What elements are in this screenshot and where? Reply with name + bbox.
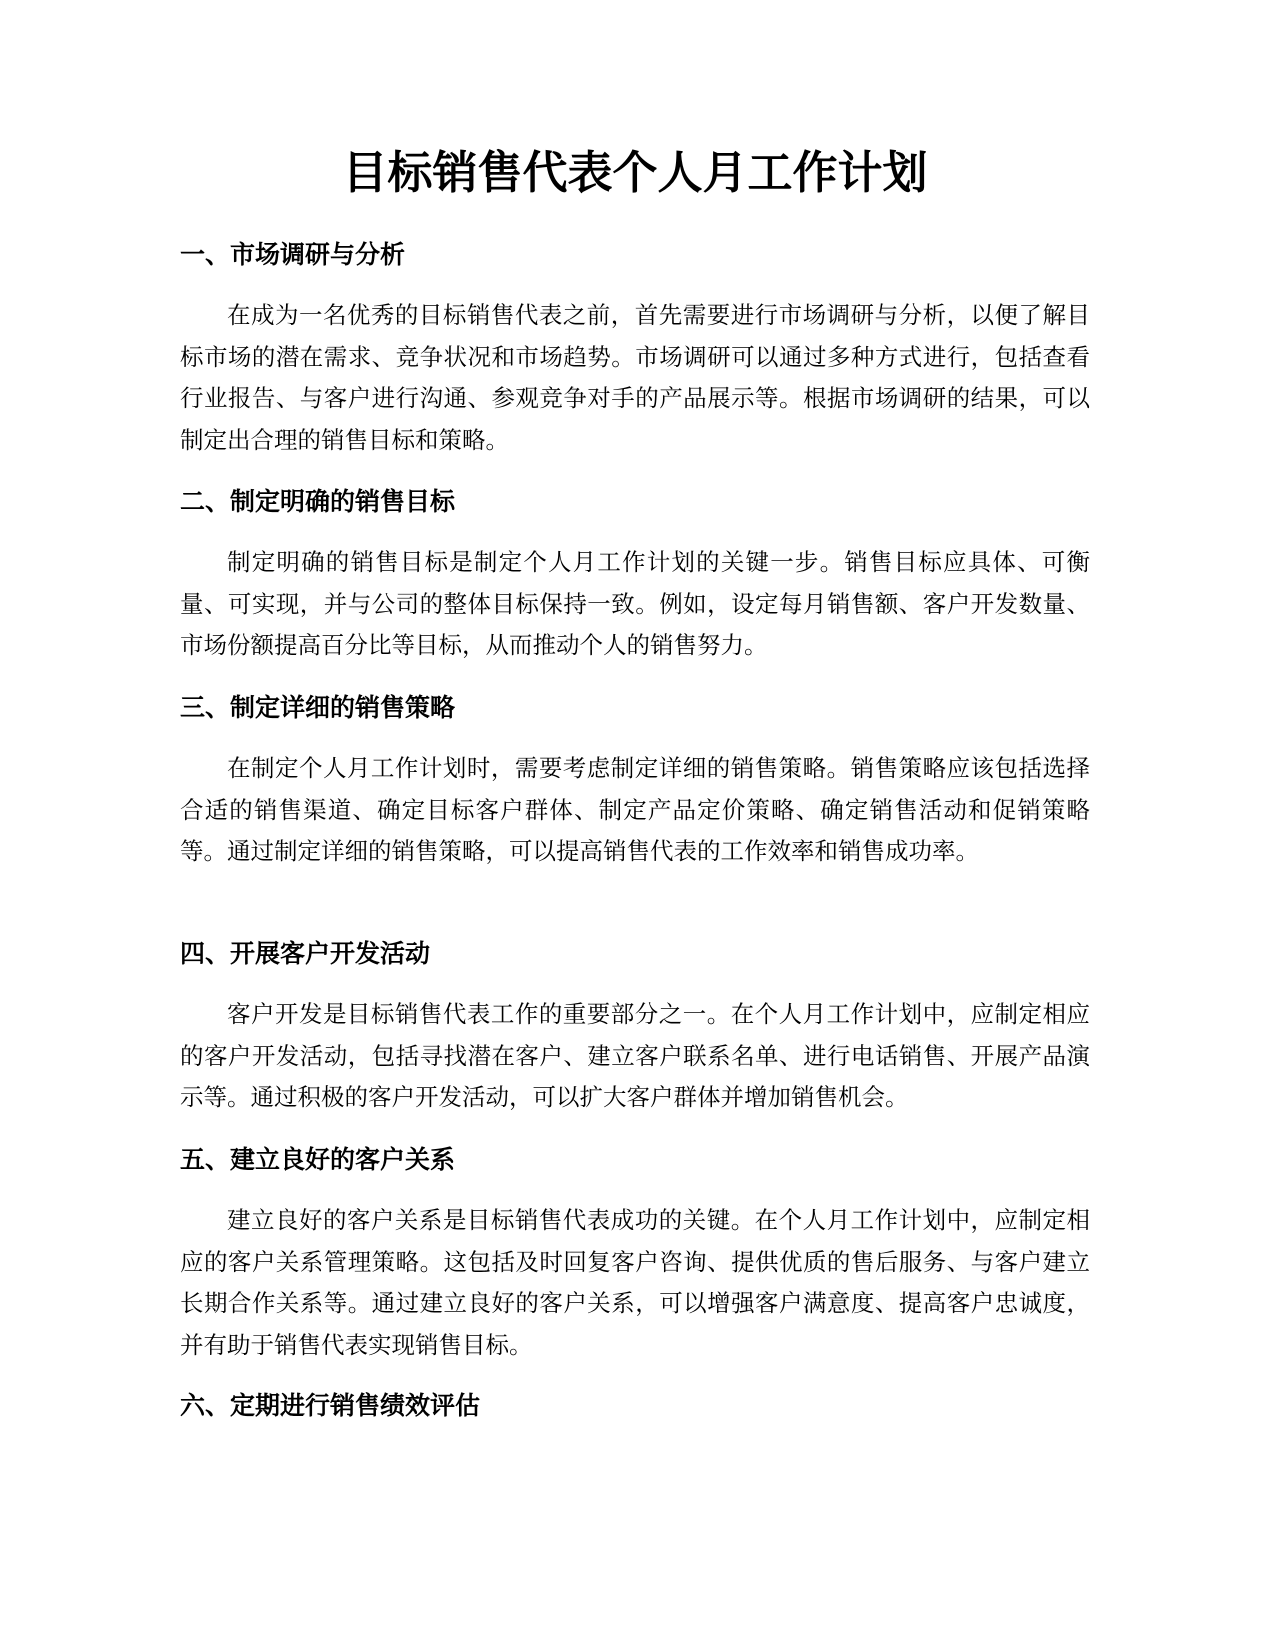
section-sales-strategy [180, 690, 1090, 873]
section-heading: 四、开展客户开发活动 [180, 939, 431, 968]
section-heading: 五、建立良好的客户关系 [180, 1145, 456, 1174]
section-customer-development [180, 936, 1090, 1119]
section-paragraph: 制定明确的销售目标是制定个人月工作计划的关键一步。销售目标应具体、可衡量、可实现，并与公司的整体目标保持一致。例如，设定每月销售额、客户开发数量、市场份额提高百分比等目标，从而推动个人的销售努力。 [180, 548, 1090, 659]
section-paragraph: 在制定个人月工作计划时，需要考虑制定详细的销售策略。销售策略应该包括选择合适的销售渠道、确定目标客户群体、制定产品定价策略、确定销售活动和促销策略等。通过制定详细的销售策略，可以提高销售代表的工作效率和销售成功率。 [180, 754, 1090, 865]
section-heading: 二、制定明确的销售目标 [180, 487, 456, 516]
section-paragraph: 在成为一名优秀的目标销售代表之前，首先需要进行市场调研与分析，以便了解目标市场的潜在需求、竞争状况和市场趋势。市场调研可以通过多种方式进行，包括查看行业报告、与客户进行沟通、参观竞争对手的产品展示等。根据市场调研的结果，可以制定出合理的销售目标和策略。 [180, 301, 1090, 454]
section-market-research [180, 237, 1090, 461]
section-customer-relations [180, 1142, 1090, 1366]
section-heading: 一、市场调研与分析 [180, 240, 406, 269]
section-paragraph: 客户开发是目标销售代表工作的重要部分之一。在个人月工作计划中，应制定相应的客户开发活动，包括寻找潜在客户、建立客户联系名单、进行电话销售、开展产品演示等。通过积极的客户开发活动，可以扩大客户群体并增加销售机会。 [180, 1000, 1090, 1111]
section-performance-review [180, 1388, 1090, 1424]
section-paragraph: 建立良好的客户关系是目标销售代表成功的关键。在个人月工作计划中，应制定相应的客户关系管理策略。这包括及时回复客户咨询、提供优质的售后服务、与客户建立长期合作关系等。通过建立良好的客户关系，可以增强客户满意度、提高客户忠诚度，并有助于销售代表实现销售目标。 [180, 1206, 1090, 1359]
section-heading: 六、定期进行销售绩效评估 [180, 1391, 481, 1420]
section-heading: 三、制定详细的销售策略 [180, 693, 456, 722]
section-sales-goals [180, 484, 1090, 667]
document-title: 目标销售代表个人月工作计划 [342, 146, 928, 199]
